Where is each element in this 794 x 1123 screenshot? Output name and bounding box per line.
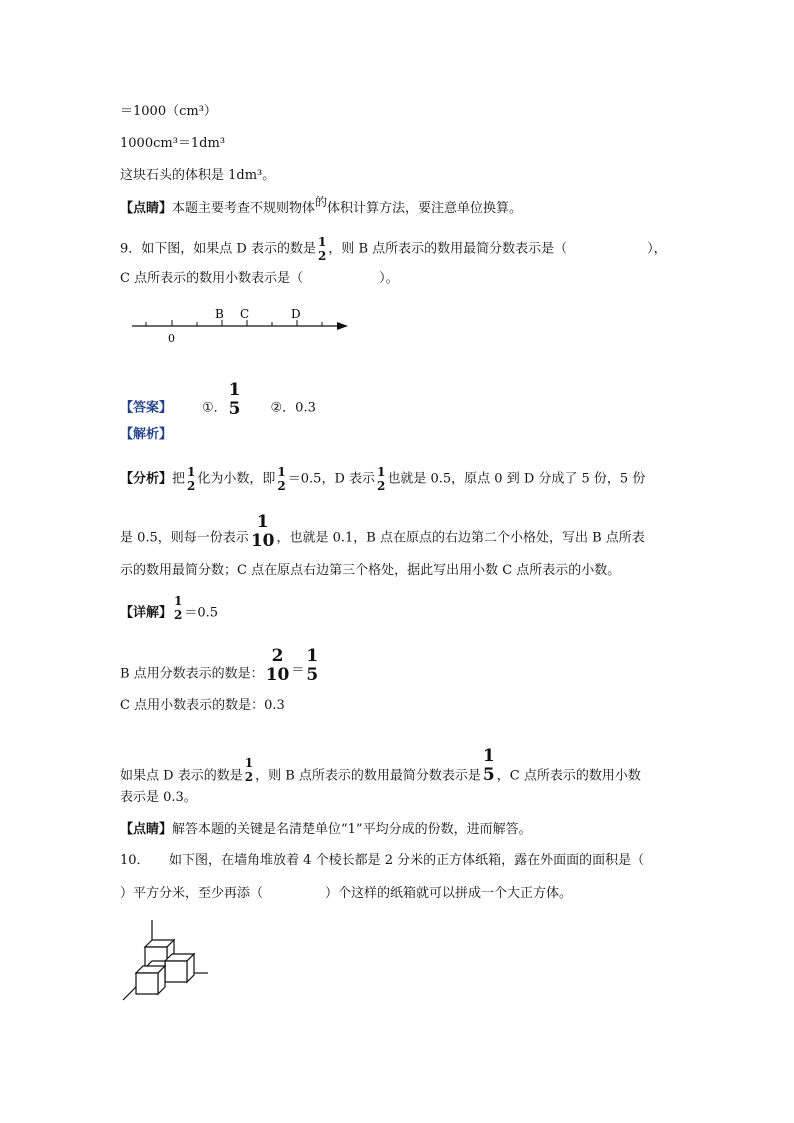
tip-text-small: 的 bbox=[315, 195, 328, 209]
cube-stack-figure bbox=[118, 916, 218, 1006]
frac-den: 10 bbox=[250, 531, 275, 551]
answer-line bbox=[120, 380, 316, 426]
xiangjie-line bbox=[120, 594, 219, 626]
analysis-label: 【解析】 bbox=[120, 427, 173, 442]
tip-label: 【点睛】 bbox=[120, 201, 173, 216]
fraction-half bbox=[277, 466, 285, 492]
q9-text-b: ，则 B 点所表示的数用最简分数表示是（ bbox=[328, 241, 568, 257]
answer-label: 【答案】 bbox=[120, 400, 173, 416]
fraction-fifth bbox=[483, 748, 495, 784]
tip-text-a: 本题主要考查不规则物体 bbox=[172, 201, 316, 216]
q9-line-1 bbox=[120, 236, 667, 262]
fenxi-line-1 bbox=[120, 466, 645, 492]
fraction-two-tenths bbox=[266, 648, 290, 684]
frac-num: 1 bbox=[306, 646, 319, 666]
fraction-half bbox=[318, 236, 326, 262]
frac-den: 2 bbox=[317, 249, 327, 263]
cube-left bbox=[136, 966, 165, 994]
q9-tip bbox=[120, 821, 532, 839]
frac-num: 1 bbox=[377, 465, 386, 479]
prev-tip bbox=[120, 195, 523, 218]
frac-num: 1 bbox=[244, 756, 254, 770]
frac-den: 2 bbox=[377, 479, 386, 493]
frac-num: 1 bbox=[482, 746, 495, 766]
frac-num: 1 bbox=[187, 465, 196, 479]
cube-right bbox=[165, 954, 194, 982]
floor-edge-left bbox=[123, 987, 136, 1000]
fenxi-1b: 化为小数，即 bbox=[197, 471, 276, 487]
fenxi-1a: 把 bbox=[172, 471, 186, 487]
frac-den: 5 bbox=[306, 665, 319, 685]
equals-sign: ＝ bbox=[291, 662, 305, 678]
tip-text: 解答本题的关键是名清楚单位“1”平均分成的份数，进而解答。 bbox=[172, 822, 532, 837]
number-line-figure bbox=[128, 305, 368, 355]
label-b: B bbox=[215, 307, 224, 321]
fraction-fifth bbox=[306, 648, 318, 684]
cube-front-face bbox=[136, 973, 158, 994]
fenxi-line-2 bbox=[120, 512, 645, 556]
frac-den: 5 bbox=[228, 399, 241, 419]
answer-1-fraction bbox=[229, 382, 241, 418]
label-d: D bbox=[291, 307, 301, 321]
answer-1-prefix: ①． bbox=[202, 400, 227, 416]
fraction-tenth bbox=[251, 514, 275, 550]
xiangjie-tail: ＝0.5 bbox=[184, 605, 219, 621]
q10-line2-b: ）个这样的纸箱就可以拼成一个大正方体。 bbox=[325, 886, 573, 901]
frac-num: 1 bbox=[256, 512, 269, 532]
summary-1a: 如果点 D 表示的数是 bbox=[120, 768, 243, 784]
fraction-half bbox=[377, 466, 385, 492]
fraction-half bbox=[245, 757, 253, 783]
b-point-line bbox=[120, 646, 320, 692]
fraction-half bbox=[174, 595, 182, 621]
prev-line-1: ＝1000（cm³） bbox=[120, 104, 217, 119]
summary-line-1 bbox=[120, 746, 641, 794]
prev-line-3: 这块石头的体积是 1dm³。 bbox=[120, 168, 276, 183]
fenxi-1d: 也就是 0.5，原点 0 到 D 分成了 5 份，5 份 bbox=[387, 471, 646, 487]
frac-num: 1 bbox=[228, 380, 241, 400]
fenxi-line-3: 示的数用最简分数；C 点在原点右边第三个格处，据此写出用小数 C 点所表示的小数。 bbox=[120, 563, 621, 578]
summary-1c: ，C 点所表示的数用小数 bbox=[496, 768, 641, 784]
prev-line-2: 1000cm³＝1dm³ bbox=[120, 136, 226, 151]
q9-line2-b: ）。 bbox=[379, 271, 399, 286]
fenxi-2a: 是 0.5，则每一份表示 bbox=[120, 530, 249, 546]
q10-line-1: 10． 如下图，在墙角堆放着 4 个棱长都是 2 分米的正方体纸箱，露在外面面的面积是（ bbox=[120, 853, 645, 868]
fenxi-label: 【分析】 bbox=[120, 471, 173, 487]
cube-front-face bbox=[165, 961, 187, 982]
tip-label: 【点睛】 bbox=[120, 822, 173, 837]
frac-num: 2 bbox=[271, 646, 284, 666]
number-line-arrow bbox=[337, 322, 348, 330]
q10-line2-a: ）平方分米，至少再添（ bbox=[120, 886, 264, 901]
label-zero: 0 bbox=[168, 332, 175, 345]
summary-1b: ，则 B 点所表示的数用最简分数表示是 bbox=[255, 768, 481, 784]
frac-num: 1 bbox=[174, 594, 183, 608]
q9-line-2 bbox=[120, 270, 399, 288]
frac-den: 5 bbox=[482, 765, 495, 785]
frac-den: 2 bbox=[277, 479, 286, 493]
frac-num: 1 bbox=[317, 235, 327, 249]
frac-den: 2 bbox=[244, 770, 254, 784]
c-point-line: C 点用小数表示的数是：0.3 bbox=[120, 698, 285, 713]
frac-den: 10 bbox=[265, 665, 290, 685]
fenxi-1c: ＝0.5，D 表示 bbox=[287, 471, 375, 487]
q9-line2-a: C 点所表示的数用小数表示是（ bbox=[120, 271, 304, 286]
xiangjie-label: 【详解】 bbox=[120, 605, 173, 621]
fenxi-2b: ，也就是 0.1，B 点在原点的右边第二个小格处，写出 B 点所表 bbox=[276, 530, 645, 546]
frac-den: 2 bbox=[187, 479, 196, 493]
fraction-half bbox=[187, 466, 195, 492]
q10-line-2 bbox=[120, 885, 572, 903]
summary-line-2: 表示是 0.3。 bbox=[120, 790, 197, 805]
b-line-text: B 点用分数表示的数是： bbox=[120, 666, 264, 682]
frac-den: 2 bbox=[174, 608, 183, 622]
label-c: C bbox=[240, 307, 250, 321]
answer-2: ②．0.3 bbox=[270, 400, 316, 416]
q9-text-c: ）， bbox=[647, 241, 667, 257]
frac-num: 1 bbox=[277, 465, 286, 479]
q9-text-a: 9．如下图，如果点 D 表示的数是 bbox=[120, 241, 316, 257]
tip-text-b: 体积计算方法，要注意单位换算。 bbox=[327, 201, 523, 216]
